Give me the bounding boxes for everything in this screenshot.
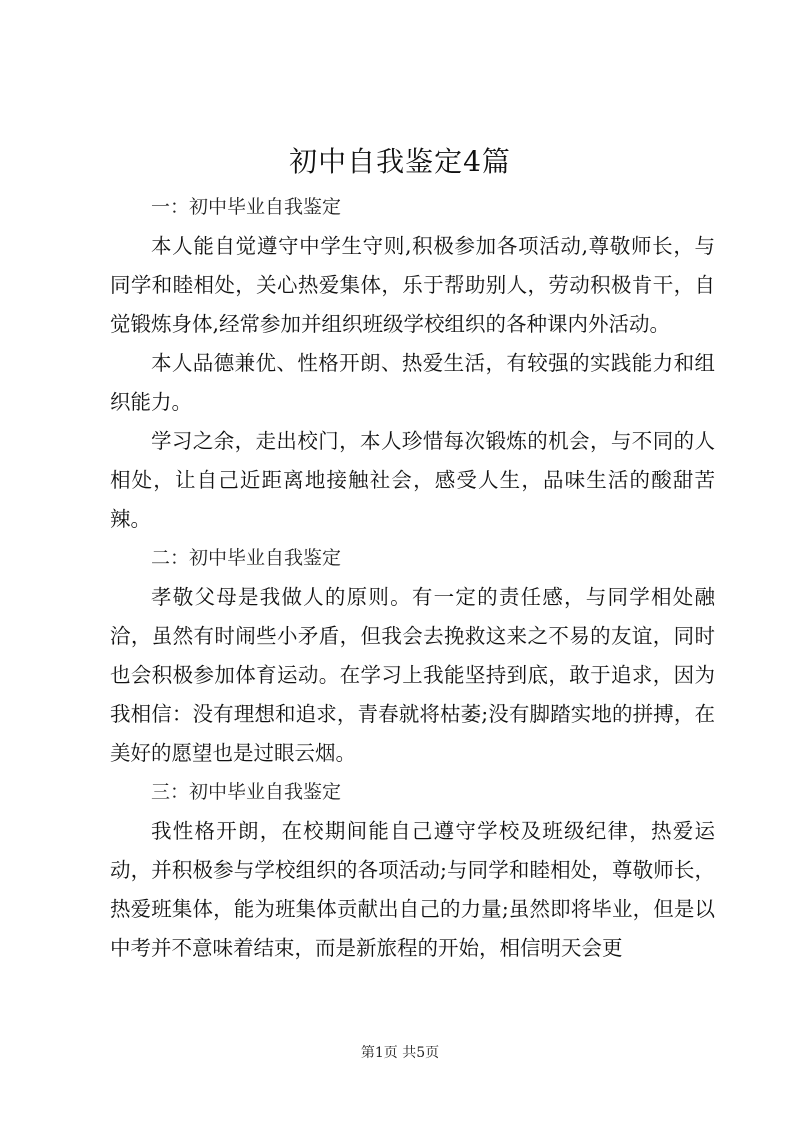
document-title: 初中自我鉴定4篇 (289, 145, 511, 178)
paragraph: 本人品德兼优、性格开朗、热爱生活，有较强的实践能力和组织能力。 (110, 351, 715, 414)
paragraph: 本人能自觉遵守中学生守则,积极参加各项活动,尊敬师长，与同学和睦相处，关心热爱集体，乐于帮助别人，劳动积极肯干，自觉锻炼身体,经常参加并组织班级学校组织的各种课内外活动。 (110, 234, 715, 336)
paragraph: 学习之余，走出校门，本人珍惜每次锻炼的机会，与不同的人相处，让自己近距离地接触社会，感受人生，品味生活的酸甜苦辣。 (110, 429, 715, 531)
page-number-footer: 第1页 共5页 (360, 1045, 440, 1061)
section-heading: 二：初中毕业自我鉴定 (151, 547, 342, 569)
paragraph: 孝敬父母是我做人的原则。有一定的责任感，与同学相处融洽，虽然有时闹些小矛盾，但我会去挽救这来之不易的友谊，同时也会积极参加体育运动。在学习上我能坚持到底，敢于追求，因为我相信：没有理想和追求，青春就将枯萎;没有脚踏实地的拼搏，在美好的愿望也是过眼云烟。 (110, 585, 715, 765)
section-heading: 一：初中毕业自我鉴定 (151, 196, 342, 218)
paragraph: 我性格开朗，在校期间能自己遵守学校及班级纪律，热爱运动，并积极参与学校组织的各项活动;与同学和睦相处，尊敬师长，热爱班集体，能为班集体贡献出自己的力量;虽然即将毕业，但是以中考并不意味着结束，而是新旅程的开始，相信明天会更 (110, 819, 715, 960)
document-body (110, 188, 715, 968)
section-heading: 三：初中毕业自我鉴定 (151, 781, 342, 803)
